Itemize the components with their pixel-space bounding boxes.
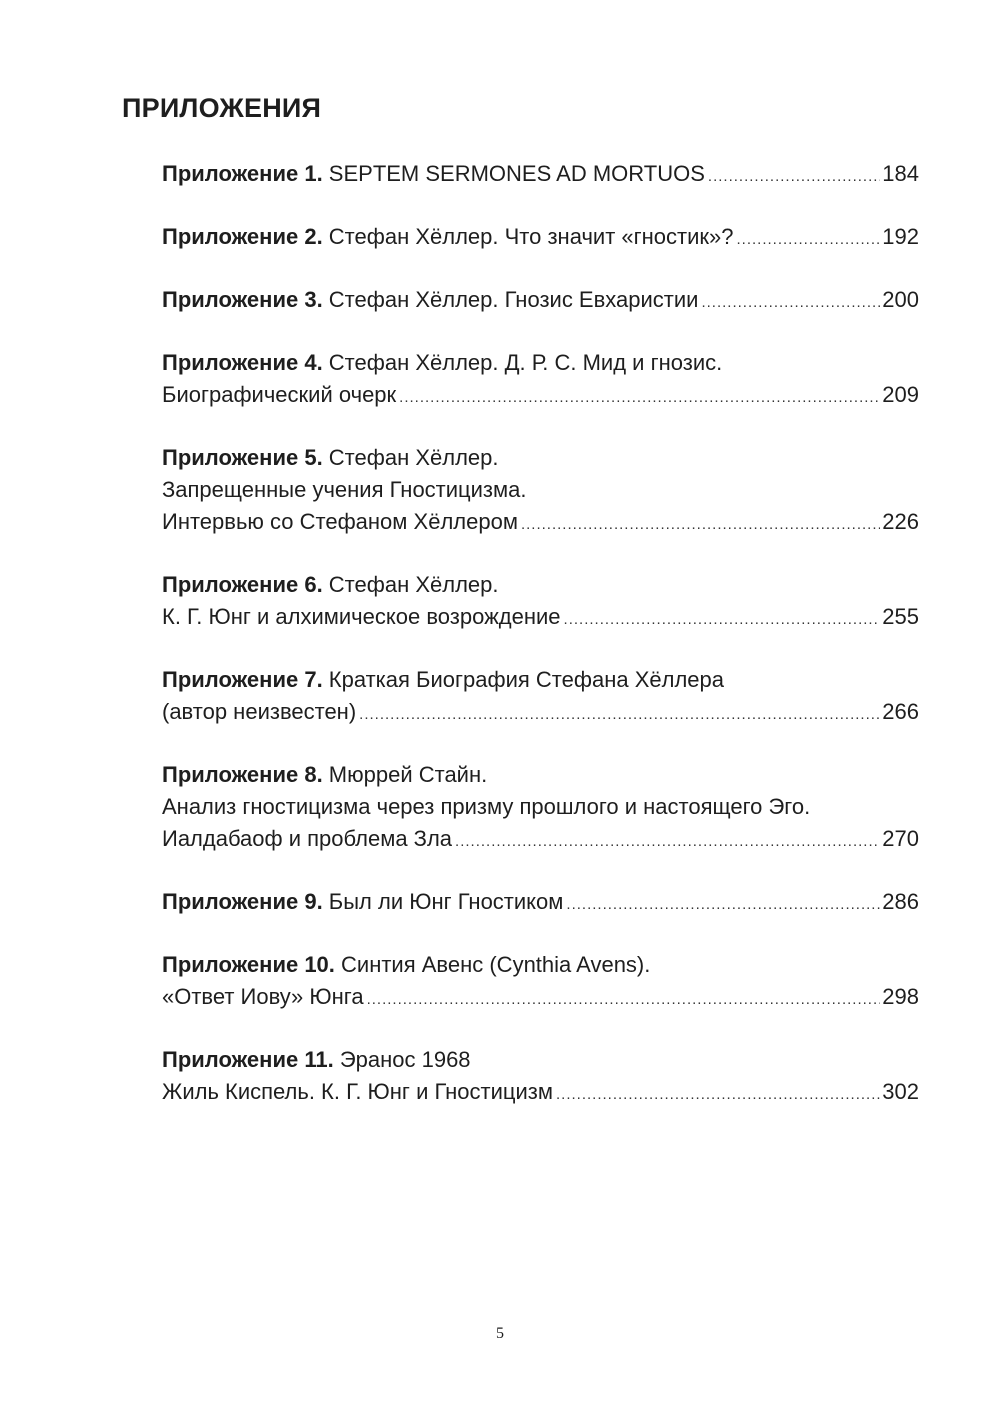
appendix-label: Приложение 1 (162, 161, 317, 186)
appendix-label: Приложение 8 (162, 762, 317, 787)
dot-leader (367, 984, 881, 1016)
entry-title-text: Стефан Хёллер. (328, 572, 499, 597)
toc-entry (162, 442, 919, 538)
dot-leader (455, 826, 880, 858)
appendix-label: Приложение 3 (162, 287, 317, 312)
page-ref: 200 (882, 287, 919, 312)
appendix-label: Приложение 6 (162, 572, 317, 597)
dot-leader (566, 889, 880, 921)
entry-title-text: SEPTEM SERMONES AD MORTUOS (328, 161, 705, 186)
dot-leader (556, 1079, 880, 1111)
appendix-label: Приложение 7 (162, 667, 317, 692)
toc-entry (162, 949, 919, 1013)
toc-entry-line: Приложение 8 . Мюррей Стайн. (162, 759, 919, 791)
entry-title-text: Биографический очерк (162, 382, 397, 407)
entry-title-text: Эранос 1968 (339, 1047, 471, 1072)
toc-entry-line (162, 696, 919, 728)
entry-title-text: Стефан Хёллер. Д. Р. С. Мид и гнозис. (328, 350, 723, 375)
section-heading: ПРИЛОЖЕНИЯ (122, 93, 322, 123)
entry-title-text: К. Г. Юнг и алхимическое возрождение (162, 604, 561, 629)
entry-title-text: Краткая Биография Стефана Хёллера (328, 667, 724, 692)
toc-entry-line: Приложение 6 . Стефан Хёллер. (162, 569, 919, 601)
dot-leader (701, 287, 880, 319)
toc-entry-line: Приложение 10 . Синтия Авенс (Cynthia Avens). (162, 949, 919, 981)
page-ref: 226 (882, 509, 919, 534)
appendix-label: Приложение 4 (162, 350, 317, 375)
entry-title-text: (автор неизвестен) (162, 699, 357, 724)
entry-title-text: Анализ гностицизма через призму прошлого и настоящего Эго. (162, 794, 811, 819)
entry-title-text: Стефан Хёллер. Гнозис Евхаристии (328, 287, 699, 312)
toc-entry-line: Приложение 4 . Стефан Хёллер. Д. Р. С. Мид и гнозис. (162, 347, 919, 379)
dot-leader (737, 224, 881, 256)
dot-leader (521, 509, 880, 541)
toc-entry-line: Приложение 5 . Стефан Хёллер. (162, 442, 919, 474)
entry-title-text: Стефан Хёллер. (328, 445, 499, 470)
toc-entry (162, 221, 919, 253)
toc-entry (162, 284, 919, 316)
appendix-label: Приложение 2 (162, 224, 317, 249)
toc-entry-line (162, 474, 919, 506)
entry-title-text: Запрещенные учения Гностицизма. (162, 477, 527, 502)
toc-entry-line (162, 379, 919, 411)
toc-entry (162, 664, 919, 728)
toc-entry-line: Приложение 7 . Краткая Биография Стефана Хёллера (162, 664, 919, 696)
toc-entry-line (162, 823, 919, 855)
dot-leader (708, 161, 880, 193)
page-ref: 298 (882, 984, 919, 1009)
entry-title-text: Интервью со Стефаном Хёллером (162, 509, 518, 534)
dot-leader (359, 699, 880, 731)
entry-title-text: Был ли Юнг Гностиком (328, 889, 564, 914)
appendix-label: Приложение 11 (162, 1047, 328, 1072)
toc-entry (162, 569, 919, 633)
toc-entry-line: Приложение 11 . Эранос 1968 (162, 1044, 919, 1076)
table-of-contents (162, 158, 919, 1139)
page-ref: 255 (882, 604, 919, 629)
entry-title-text: Синтия Авенс (Cynthia Avens). (341, 952, 651, 977)
toc-entry-line: Приложение 2 . Стефан Хёллер. Что значит «гностик»? ..... 192 (162, 221, 919, 253)
toc-entry (162, 886, 919, 918)
dot-leader (564, 604, 881, 636)
page-number: 5 (496, 1325, 504, 1342)
page-ref: 209 (882, 382, 919, 407)
toc-entry-line (162, 981, 919, 1013)
toc-entry-line: Приложение 1 . SEPTEM SERMONES AD MORTUOS ..... 184 (162, 158, 919, 190)
appendix-label: Приложение 10 (162, 952, 329, 977)
page-ref: 184 (882, 161, 919, 186)
toc-entry (162, 347, 919, 411)
page-ref: 302 (882, 1079, 919, 1104)
appendix-label: Приложение 9 (162, 889, 317, 914)
entry-title-text: Мюррей Стайн. (328, 762, 488, 787)
toc-entry-line: Приложение 3 . Стефан Хёллер. Гнозис Евхаристии ..... 200 (162, 284, 919, 316)
toc-entry-line (162, 791, 919, 823)
toc-entry-line (162, 1076, 919, 1108)
toc-entry (162, 759, 919, 855)
entry-title-text: Жиль Киспель. К. Г. Юнг и Гностицизм (162, 1079, 553, 1104)
page-ref: 266 (882, 699, 919, 724)
toc-entry (162, 1044, 919, 1108)
page-ref: 270 (882, 826, 919, 851)
entry-title-text: Иалдабаоф и проблема Зла (162, 826, 453, 851)
dot-leader (399, 382, 880, 414)
toc-entry-line: Приложение 9 . Был ли Юнг Гностиком ..... 286 (162, 886, 919, 918)
toc-entry-line (162, 506, 919, 538)
page-ref: 192 (882, 224, 919, 249)
appendix-label: Приложение 5 (162, 445, 317, 470)
entry-title-text: Стефан Хёллер. Что значит «гностик»? (328, 224, 734, 249)
entry-title-text: «Ответ Иову» Юнга (162, 984, 364, 1009)
toc-entry (162, 158, 919, 190)
page-ref: 286 (882, 889, 919, 914)
toc-entry-line (162, 601, 919, 633)
